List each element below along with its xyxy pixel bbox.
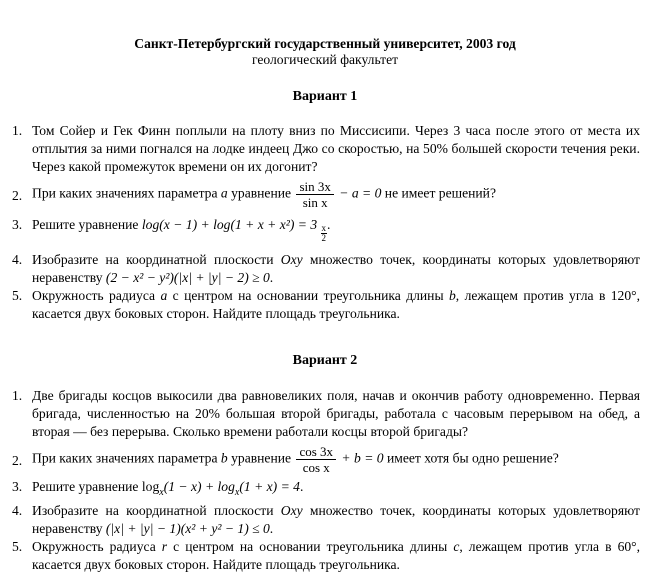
problem-number: 1. [12, 388, 23, 403]
problem-number: 3. [12, 217, 23, 232]
problem-text-tail: имеет хотя бы одно решение? [383, 450, 559, 466]
problem-2-4 [8, 502, 640, 538]
problem-number: 3. [12, 479, 23, 494]
problem-text-a: Окружность радиуса [32, 288, 161, 303]
problem-text-b: с центром на основании треугольника длины [167, 539, 454, 554]
problem-1-5 [8, 287, 640, 323]
problem-text-a: Изобразите на координатной плоскости [32, 503, 281, 518]
log-equation: log(x − 1) + log(1 + x + x²) = 3 [141, 217, 318, 232]
problem-text-pre: Решите уравнение [32, 479, 142, 494]
equation-rest: + b = 0 [338, 450, 384, 466]
fraction [296, 179, 333, 210]
equation-rest: − a = 0 [335, 185, 382, 201]
fraction [296, 444, 336, 475]
problem-text: Две бригады косцов выкосили два равновеликих поля, начав и окончив работу одновременно. Первая бригада, численностью на 20% большая второй бригады, работала с часовым перерывом на обед, а вторая — без перерыва. Сколько времени работали косцы второй бригады? [32, 388, 640, 439]
problem-text-pre: При каких значениях параметра [32, 450, 221, 466]
base-numerator: x [321, 223, 327, 233]
equation-part-b: (1 + x) = 4 [239, 479, 300, 494]
problem-text-tail: . [269, 521, 274, 536]
problem-1-2 [8, 176, 640, 213]
problem-number: 1. [12, 123, 23, 138]
fraction-numerator: sin 3x [296, 179, 333, 195]
problem-2-2 [8, 441, 640, 478]
fraction-denominator: cos x [302, 460, 330, 475]
problem-1-1 [8, 122, 640, 176]
problem-2-5 [8, 538, 640, 574]
problem-text-pre: При каких значениях параметра [32, 185, 221, 201]
problem-text-b: с центром на основании треугольника длины [167, 288, 449, 303]
problem-text-a: Окружность радиуса [32, 539, 162, 554]
problem-1-4 [8, 251, 640, 287]
problem-text-b: множество точек, координаты которых удовлетворяют неравенству [32, 252, 640, 285]
faculty-subtitle: геологический факультет [251, 52, 399, 67]
problem-text-mid: уравнение [227, 185, 295, 201]
problem-2-3 [8, 478, 640, 502]
radius-symbol: a [160, 288, 168, 303]
variant-1-problems [8, 122, 640, 323]
log-base: x [159, 487, 164, 498]
param-symbol: b [220, 450, 228, 466]
problem-number: 5. [12, 288, 23, 303]
inequality: (2 − x² − y²)(|x| + |y| − 2) ≥ 0 [105, 270, 270, 285]
problem-text-a: Изобразите на координатной плоскости [32, 252, 281, 267]
problem-text: Том Сойер и Гек Финн поплыли на плоту вниз по Миссисипи. Через 3 часа после этого от места их отплытия за ними погнался на лодке индеец Джо со скоростью, на 50% большей скорости течения реки. Через какой промежуток времени он их догонит? [32, 123, 640, 174]
log-word: log [141, 479, 160, 494]
problem-1-3 [8, 213, 640, 251]
variant-2-problems [8, 387, 640, 574]
equation-part-a: (1 − x) + log [163, 479, 235, 494]
variant-2-heading: Вариант 2 [292, 353, 358, 368]
variant-1-heading: Вариант 1 [292, 89, 358, 104]
log-base: x [234, 487, 240, 498]
problem-number: 4. [12, 252, 23, 267]
university-title: Санкт-Петербургский государственный университет, 2003 год [134, 36, 516, 51]
fraction-numerator: cos 3x [296, 444, 336, 460]
problem-text-c: , лежащем против угла в 60°, касается двух боковых сторон. Найдите площадь треугольника. [32, 539, 641, 572]
problem-number: 2. [12, 453, 23, 468]
base-symbol: b [448, 288, 456, 303]
problem-text-tail: не имеет решений? [381, 185, 496, 201]
problem-text-pre: Решите уравнение [32, 217, 142, 232]
plane-symbol: Oxy [280, 252, 303, 267]
problem-number: 4. [12, 503, 23, 518]
problem-text-b: множество точек, координаты которых удовлетворяют неравенству [32, 503, 640, 536]
problem-number: 5. [12, 539, 23, 554]
problem-text-tail: . [299, 479, 304, 494]
base-symbol: c [453, 539, 460, 554]
base-denominator: 2 [321, 233, 327, 243]
problem-text-tail: . [327, 217, 331, 232]
problem-text-tail: . [269, 270, 274, 285]
problem-text-mid: уравнение [227, 450, 295, 466]
problem-number: 2. [12, 188, 23, 203]
inequality: (|x| + |y| − 1)(x² + y² − 1) ≤ 0 [105, 521, 270, 536]
fraction-denominator: sin x [302, 195, 328, 210]
plane-symbol: Oxy [280, 503, 303, 518]
problem-2-1 [8, 387, 640, 441]
problem-text-c: , лежащем против угла в 120°, касается двух боковых сторон. Найдите площадь треугольника. [32, 288, 640, 321]
radius-symbol: r [161, 539, 168, 554]
param-symbol: a [220, 185, 228, 201]
